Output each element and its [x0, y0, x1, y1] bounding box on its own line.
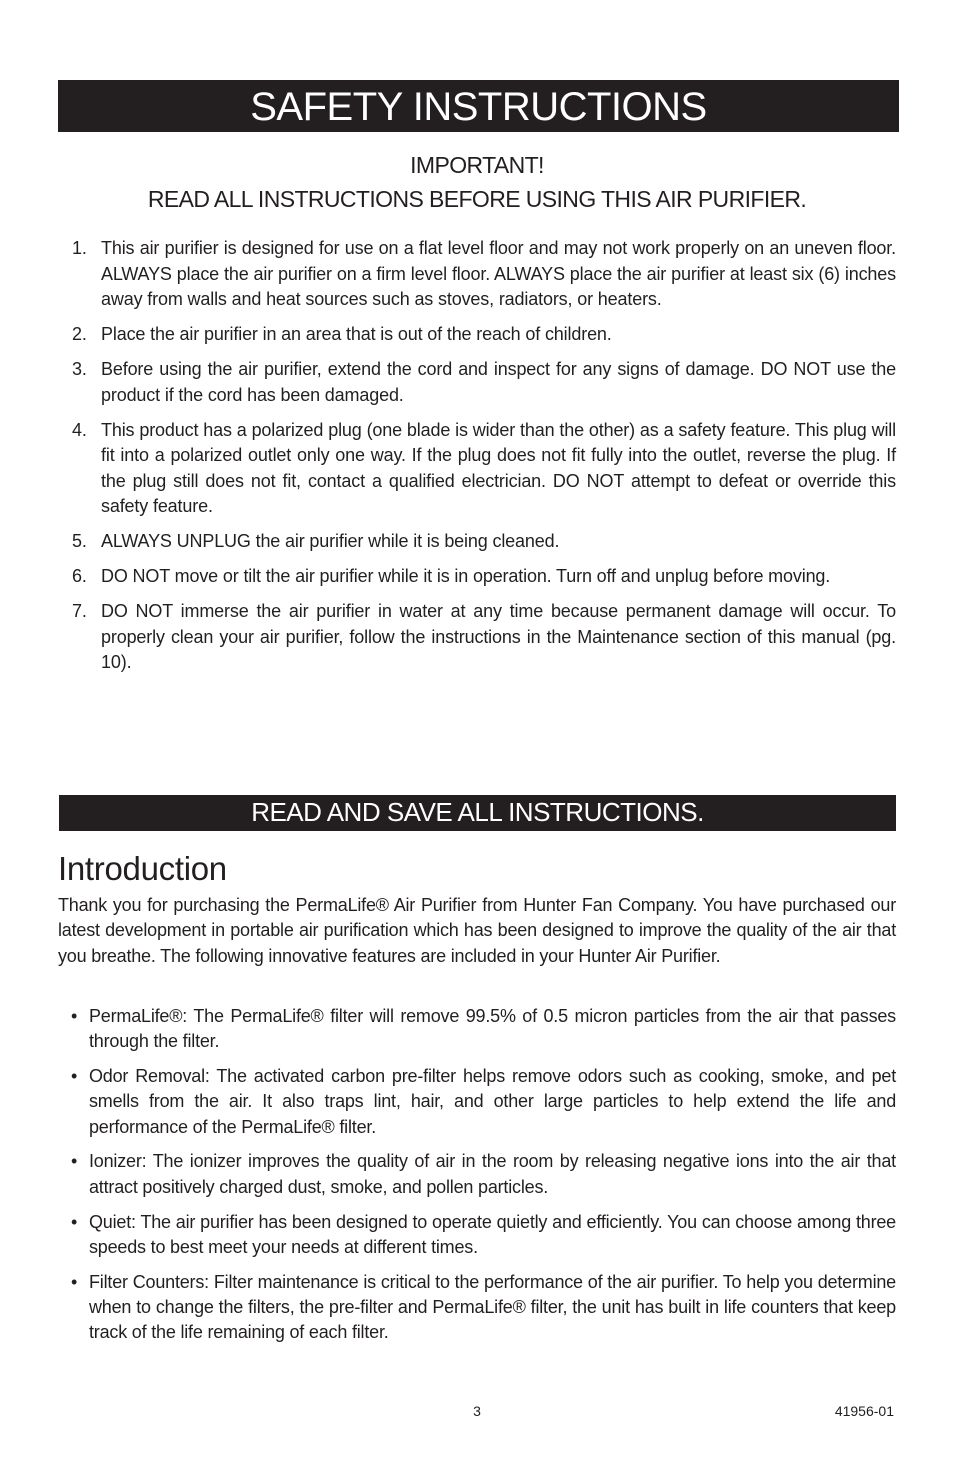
- item-text: Place the air purifier in an area that is out of the reach of children.: [101, 324, 612, 344]
- feature-text: Odor Removal: The activated carbon pre-filter helps remove odors such as cooking, smoke, and pet smells from the air. It also traps lint, hair, and other large particles to help extend the life and performance of the PermaLife® filter.: [89, 1066, 896, 1137]
- list-item: [60, 564, 896, 590]
- item-number: 7.: [72, 601, 87, 621]
- list-item: [60, 236, 896, 313]
- safety-instructions-list: [60, 236, 896, 685]
- read-instructions-heading: READ ALL INSTRUCTIONS BEFORE USING THIS AIR PURIFIER.: [147, 186, 807, 212]
- item-text: DO NOT immerse the air purifier in water at any time because permanent damage will occur. To properly clean your air purifier, follow the instructions in the Maintenance section of this manual (pg. 10).: [101, 601, 896, 672]
- bullet-icon: •: [71, 1211, 78, 1232]
- feature-item: [60, 1064, 896, 1140]
- feature-item: [60, 1149, 896, 1200]
- item-text: This air purifier is designed for use on a flat level floor and may not work properly on an uneven floor. ALWAYS place the air purifier on a firm level floor. ALWAYS place the air purifier at least six (6) inches away from walls and heat sources such as stoves, radiators, or heaters.: [101, 238, 896, 309]
- feature-text: PermaLife®: The PermaLife® filter will remove 99.5% of 0.5 micron particles from the air that passes through the filter.: [89, 1006, 896, 1052]
- bullet-icon: •: [71, 1271, 78, 1292]
- item-text: Before using the air purifier, extend the cord and inspect for any signs of damage. DO NOT use the product if the cord has been damaged.: [101, 359, 896, 405]
- list-item: [60, 529, 896, 555]
- list-item: [60, 322, 896, 348]
- feature-text: Ionizer: The ionizer improves the quality of air in the room by releasing negative ions into the air that attract positively charged dust, smoke, and pollen particles.: [89, 1151, 896, 1197]
- bullet-icon: •: [71, 1066, 78, 1087]
- page-title: SAFETY INSTRUCTIONS: [58, 80, 899, 132]
- item-number: 4.: [72, 419, 87, 440]
- document-code: 41956-01: [834, 1403, 894, 1419]
- item-number: 6.: [72, 566, 87, 586]
- list-item: [60, 599, 896, 676]
- list-item: [60, 418, 896, 520]
- item-text: ALWAYS UNPLUG the air purifier while it is being cleaned.: [101, 531, 560, 551]
- item-number: 5.: [72, 531, 87, 551]
- page-number: 3: [473, 1403, 481, 1419]
- item-number: 2.: [72, 324, 87, 344]
- item-text: This product has a polarized plug (one blade is wider than the other) as a safety feature. This plug will fit into a polarized outlet only one way. If the plug does not fit fully into the outlet, reverse the plug. If the plug still does not fit, contact a qualified electrician. DO NOT attempt to defeat or override this safety feature.: [101, 419, 896, 516]
- introduction-heading: Introduction: [58, 850, 227, 887]
- important-heading: IMPORTANT!: [410, 152, 544, 178]
- item-number: 3.: [72, 359, 87, 379]
- introduction-paragraph: Thank you for purchasing the PermaLife® Air Purifier from Hunter Fan Company. You have purchased our latest development in portable air purification which has been designed to improve the quality of the air that you breathe. The following innovative features are included in your Hunter Air Purifier.: [58, 895, 896, 966]
- features-list: [60, 1004, 896, 1355]
- feature-text: Quiet: The air purifier has been designed to operate quietly and efficiently. You can choose among three speeds to best meet your needs at different times.: [89, 1211, 896, 1257]
- bullet-icon: •: [71, 1006, 78, 1026]
- save-instructions-banner: READ AND SAVE ALL INSTRUCTIONS.: [59, 795, 896, 831]
- feature-item: [60, 1004, 896, 1055]
- item-text: DO NOT move or tilt the air purifier while it is in operation. Turn off and unplug before moving.: [101, 566, 831, 586]
- bullet-icon: •: [71, 1151, 78, 1172]
- item-number: 1.: [72, 238, 87, 258]
- feature-item: [60, 1210, 896, 1261]
- feature-item: [60, 1270, 896, 1346]
- feature-text: Filter Counters: Filter maintenance is critical to the performance of the air purifier. To help you determine when to change the filters, the pre-filter and PermaLife® filter, the unit has built in life counters that keep track of the life remaining of each filter.: [89, 1271, 896, 1343]
- list-item: [60, 357, 896, 408]
